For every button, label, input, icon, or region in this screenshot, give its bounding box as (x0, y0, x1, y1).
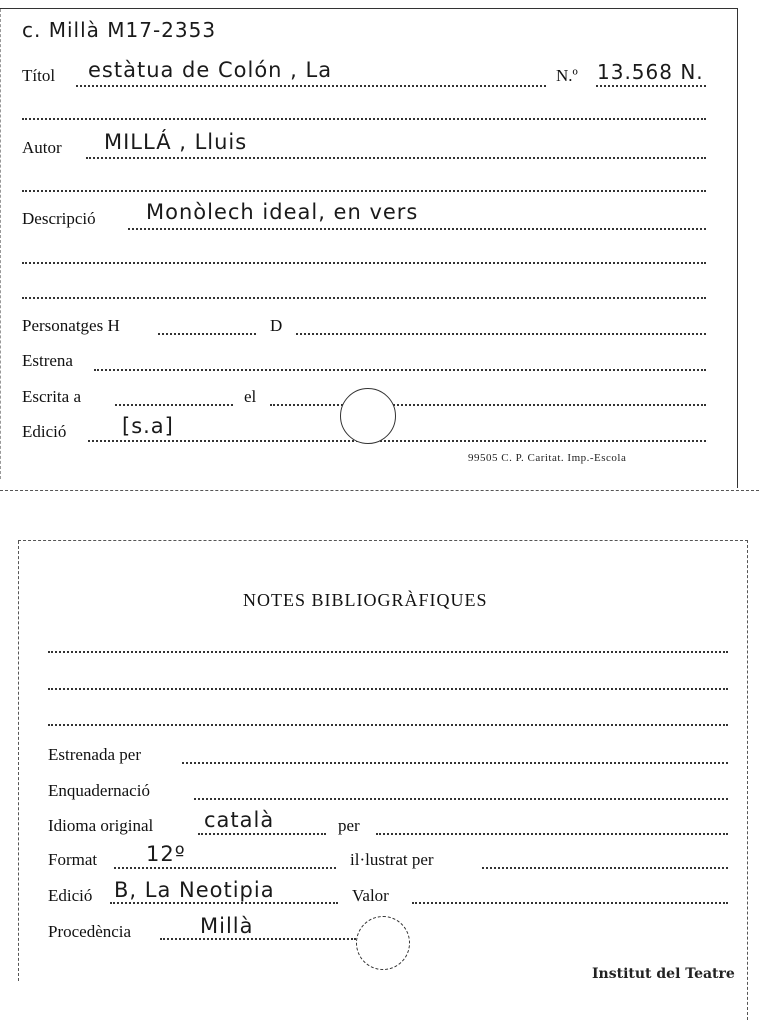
institut-stamp: Institut del Teatre (592, 966, 735, 982)
personatges-label: Personatges H (22, 316, 120, 335)
descripcio-value: Monòlech ideal, en vers (146, 200, 419, 224)
cut-line (0, 490, 759, 491)
blank-line (48, 651, 728, 653)
format-line (114, 867, 336, 869)
blank-line (22, 262, 706, 264)
personatges-d-line (296, 333, 706, 335)
enquadernacio-label: Enquadernació (48, 781, 150, 800)
blank-line (22, 118, 706, 120)
escrita-label: Escrita a (22, 387, 81, 406)
idioma-label: Idioma original (48, 816, 154, 835)
per-line (376, 833, 728, 835)
estrenada-label: Estrenada per (48, 745, 141, 764)
numero-value: 13.568 N. (597, 60, 704, 84)
procedencia-label: Procedència (48, 922, 132, 941)
edicio-value: [s.a] (122, 414, 174, 438)
edicio-back-value: B, La Neotipia (114, 878, 275, 902)
valor-line (412, 902, 728, 904)
estrenada-line (182, 762, 728, 764)
valor-label: Valor (352, 886, 389, 905)
descripcio-label: Descripció (22, 209, 96, 228)
printer-imprint: 99505 C. P. Caritat. Imp.-Escola (468, 452, 627, 464)
numero-label: N.º (556, 66, 578, 85)
blank-line (22, 297, 706, 299)
escrita-line (115, 404, 233, 406)
titol-line (76, 85, 546, 87)
blank-line (48, 724, 728, 726)
autor-line (86, 157, 706, 159)
edicio-back-label: Edició (48, 886, 93, 905)
titol-value: estàtua de Colón , La (88, 58, 333, 82)
blank-line (48, 688, 728, 690)
personatges-d-label: D (270, 316, 283, 335)
per-label: per (338, 816, 360, 835)
procedencia-line (160, 938, 356, 940)
el-label: el (244, 387, 257, 406)
illustrat-line (482, 867, 728, 869)
blank-line (22, 190, 706, 192)
autor-label: Autor (22, 138, 62, 157)
estrena-line (94, 369, 706, 371)
back-title: NOTES BIBLIOGRÀFIQUES (243, 590, 488, 610)
personatges-h-line (158, 333, 256, 335)
illustrat-label: il·lustrat per (350, 850, 434, 869)
enquadernacio-line (194, 798, 728, 800)
autor-value: MILLÁ , Lluis (104, 130, 248, 154)
el-line (270, 404, 706, 406)
titol-label: Títol (22, 66, 56, 85)
idioma-line (198, 833, 326, 835)
descripcio-line (128, 228, 706, 230)
numero-line (596, 85, 706, 87)
edicio-label: Edició (22, 422, 67, 441)
format-label: Format (48, 850, 98, 869)
idioma-value: català (204, 808, 275, 832)
top-note: c. Millà M17-2353 (22, 18, 217, 42)
estrena-label: Estrena (22, 351, 73, 370)
format-value: 12º (146, 842, 186, 866)
procedencia-value: Millà (200, 914, 254, 938)
punch-hole (340, 388, 396, 444)
punch-hole (356, 916, 410, 970)
edicio-line (88, 440, 706, 442)
edicio-back-line (110, 902, 338, 904)
